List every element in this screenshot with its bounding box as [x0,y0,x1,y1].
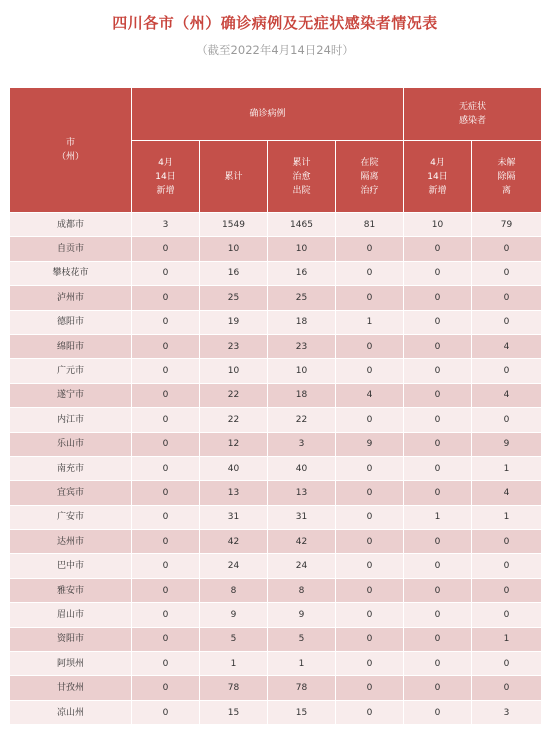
cell-asymptomatic-new: 0 [404,652,472,676]
cell-confirmed-new: 3 [132,213,200,237]
cell-asymptomatic-new: 0 [404,408,472,432]
cell-asymptomatic-new: 0 [404,432,472,456]
cell-in-hospital: 0 [336,578,404,602]
header-line: 隔离 [360,171,379,182]
cell-city-name: 资阳市 [10,627,132,651]
cell-in-hospital: 0 [336,456,404,480]
cell-discharged: 18 [268,310,336,334]
cell-asymptomatic-new: 0 [404,676,472,700]
cell-in-hospital: 0 [336,676,404,700]
cell-under-isolation: 1 [472,627,542,651]
cell-under-isolation: 0 [472,408,542,432]
table-row [10,359,542,383]
table-row [10,286,542,310]
cell-confirmed-total: 23 [200,334,268,358]
cell-in-hospital: 0 [336,627,404,651]
table-header [10,88,542,213]
cell-confirmed-total: 15 [200,700,268,724]
cell-confirmed-new: 0 [132,383,200,407]
table-row [10,530,542,554]
cell-discharged: 9 [268,603,336,627]
cell-city-name: 成都市 [10,213,132,237]
cell-in-hospital: 0 [336,505,404,529]
cell-discharged: 16 [268,261,336,285]
cell-in-hospital: 81 [336,213,404,237]
cell-asymptomatic-new: 0 [404,286,472,310]
cell-confirmed-new: 0 [132,530,200,554]
header-line: 4月 [158,157,173,168]
cell-confirmed-new: 0 [132,237,200,261]
cell-confirmed-new: 0 [132,456,200,480]
cell-asymptomatic-new: 10 [404,213,472,237]
cell-confirmed-new: 0 [132,286,200,310]
table-body [10,213,542,725]
cell-in-hospital: 0 [336,554,404,578]
cell-in-hospital: 0 [336,530,404,554]
cell-city-name: 德阳市 [10,310,132,334]
header-line: 未解 [497,157,516,168]
cell-confirmed-total: 5 [200,627,268,651]
cell-confirmed-total: 16 [200,261,268,285]
cell-under-isolation: 0 [472,652,542,676]
cell-asymptomatic-new: 0 [404,359,472,383]
cell-confirmed-total: 24 [200,554,268,578]
cell-discharged: 3 [268,432,336,456]
cell-city-name: 泸州市 [10,286,132,310]
table-row [10,261,542,285]
cell-city-name: 攀枝花市 [10,261,132,285]
table-row [10,652,542,676]
cell-under-isolation: 4 [472,383,542,407]
cell-confirmed-total: 25 [200,286,268,310]
header-asymptomatic [404,88,542,141]
cell-under-isolation: 0 [472,261,542,285]
cell-city-name: 乐山市 [10,432,132,456]
cell-city-name: 广元市 [10,359,132,383]
cell-confirmed-new: 0 [132,554,200,578]
cell-confirmed-total: 31 [200,505,268,529]
cell-confirmed-total: 10 [200,237,268,261]
cell-discharged: 22 [268,408,336,432]
page-subtitle: （截至2022年4月14日24时） [196,43,354,57]
cell-under-isolation: 1 [472,505,542,529]
header-line: 治疗 [360,185,379,196]
cell-discharged: 1 [268,652,336,676]
table-row [10,237,542,261]
cell-confirmed-new: 0 [132,603,200,627]
cell-confirmed-total: 22 [200,408,268,432]
cell-under-isolation: 0 [472,530,542,554]
table-row [10,456,542,480]
cell-city-name: 南充市 [10,456,132,480]
cell-asymptomatic-new: 0 [404,554,472,578]
cell-discharged: 5 [268,627,336,651]
cell-confirmed-total: 13 [200,481,268,505]
cell-under-isolation: 9 [472,432,542,456]
cell-asymptomatic-new: 0 [404,578,472,602]
cell-in-hospital: 0 [336,286,404,310]
cell-discharged: 10 [268,237,336,261]
cell-confirmed-new: 0 [132,652,200,676]
cell-city-name: 自贡市 [10,237,132,261]
cell-discharged: 31 [268,505,336,529]
city-case-table [9,87,542,725]
table-row [10,213,542,237]
cell-confirmed-new: 0 [132,578,200,602]
header-city-line: 市 [65,138,75,148]
cell-discharged: 25 [268,286,336,310]
cell-under-isolation: 0 [472,554,542,578]
header-line: 新增 [156,185,175,196]
cell-in-hospital: 0 [336,652,404,676]
cell-confirmed-new: 0 [132,334,200,358]
cell-asymptomatic-new: 0 [404,603,472,627]
table-row [10,627,542,651]
cell-confirmed-total: 22 [200,383,268,407]
cell-asymptomatic-new: 0 [404,481,472,505]
cell-discharged: 10 [268,359,336,383]
cell-confirmed-total: 8 [200,578,268,602]
cell-confirmed-new: 0 [132,310,200,334]
header-under-isolation [472,141,542,213]
header-line: 治愈 [292,171,311,182]
cell-discharged: 78 [268,676,336,700]
cell-confirmed-total: 78 [200,676,268,700]
cell-in-hospital: 4 [336,383,404,407]
cell-asymptomatic-new: 0 [404,310,472,334]
cell-discharged: 18 [268,383,336,407]
header-asymptomatic-line: 无症状 [459,102,487,112]
cell-under-isolation: 4 [472,481,542,505]
cell-city-name: 阿坝州 [10,652,132,676]
header-asymptomatic-new [404,141,472,213]
cell-confirmed-new: 0 [132,261,200,285]
cell-confirmed-new: 0 [132,432,200,456]
cell-asymptomatic-new: 0 [404,700,472,724]
page-title: 四川各市（州）确诊病例及无症状感染者情况表 [112,14,438,32]
cell-in-hospital: 0 [336,237,404,261]
cell-under-isolation: 0 [472,603,542,627]
cell-under-isolation: 0 [472,676,542,700]
cell-in-hospital: 0 [336,481,404,505]
table-row [10,334,542,358]
cell-city-name: 甘孜州 [10,676,132,700]
cell-in-hospital: 0 [336,261,404,285]
cell-under-isolation: 79 [472,213,542,237]
cell-in-hospital: 0 [336,359,404,383]
table-row [10,676,542,700]
header-line: 除隔 [497,171,516,182]
header-confirmed: 确诊病例 [132,88,404,141]
cell-under-isolation: 3 [472,700,542,724]
header-city [10,88,132,213]
cell-confirmed-new: 0 [132,408,200,432]
table-row [10,432,542,456]
cell-confirmed-new: 0 [132,505,200,529]
cell-asymptomatic-new: 0 [404,261,472,285]
cell-under-isolation: 0 [472,237,542,261]
header-line: 新增 [428,185,447,196]
cell-in-hospital: 0 [336,603,404,627]
cell-asymptomatic-new: 1 [404,505,472,529]
cell-asymptomatic-new: 0 [404,627,472,651]
cell-confirmed-total: 19 [200,310,268,334]
header-line: 离 [502,185,512,196]
cell-confirmed-total: 9 [200,603,268,627]
header-city-line: （州） [56,152,84,162]
table-row [10,554,542,578]
cell-city-name: 绵阳市 [10,334,132,358]
table-row [10,408,542,432]
cell-confirmed-new: 0 [132,627,200,651]
header-line: 累计 [292,157,311,168]
header-in-hospital [336,141,404,213]
header-line: 累计 [224,171,243,182]
table-row [10,383,542,407]
cell-in-hospital: 0 [336,700,404,724]
cell-discharged: 42 [268,530,336,554]
cell-in-hospital: 1 [336,310,404,334]
cell-in-hospital: 9 [336,432,404,456]
table-row [10,481,542,505]
cell-confirmed-total: 12 [200,432,268,456]
cell-discharged: 8 [268,578,336,602]
cell-asymptomatic-new: 0 [404,334,472,358]
cell-confirmed-new: 0 [132,481,200,505]
header-line: 在院 [360,157,379,168]
cell-city-name: 雅安市 [10,578,132,602]
cell-city-name: 宜宾市 [10,481,132,505]
cell-asymptomatic-new: 0 [404,237,472,261]
header-line: 出院 [292,185,311,196]
cell-confirmed-new: 0 [132,359,200,383]
header-confirmed-new [132,141,200,213]
table-row [10,505,542,529]
cell-in-hospital: 0 [336,408,404,432]
cell-city-name: 达州市 [10,530,132,554]
header-confirmed-total [200,141,268,213]
cell-under-isolation: 0 [472,578,542,602]
cell-confirmed-new: 0 [132,676,200,700]
cell-confirmed-total: 42 [200,530,268,554]
cell-discharged: 40 [268,456,336,480]
cell-discharged: 13 [268,481,336,505]
cell-in-hospital: 0 [336,334,404,358]
cell-city-name: 遂宁市 [10,383,132,407]
cell-under-isolation: 0 [472,310,542,334]
cell-confirmed-total: 1549 [200,213,268,237]
header-line: 14日 [427,171,448,182]
cell-city-name: 凉山州 [10,700,132,724]
header-line: 14日 [155,171,176,182]
table-row [10,578,542,602]
cell-asymptomatic-new: 0 [404,383,472,407]
cell-asymptomatic-new: 0 [404,530,472,554]
header-discharged [268,141,336,213]
table-row [10,700,542,724]
cell-confirmed-total: 1 [200,652,268,676]
cell-discharged: 23 [268,334,336,358]
cell-asymptomatic-new: 0 [404,456,472,480]
table-row [10,310,542,334]
cell-confirmed-new: 0 [132,700,200,724]
cell-confirmed-total: 40 [200,456,268,480]
cell-discharged: 24 [268,554,336,578]
header-line: 4月 [430,157,445,168]
cell-discharged: 1465 [268,213,336,237]
cell-city-name: 巴中市 [10,554,132,578]
cell-under-isolation: 1 [472,456,542,480]
cell-under-isolation: 4 [472,334,542,358]
cell-city-name: 广安市 [10,505,132,529]
cell-discharged: 15 [268,700,336,724]
header-asymptomatic-line: 感染者 [459,116,487,126]
table-row [10,603,542,627]
cell-under-isolation: 0 [472,359,542,383]
cell-city-name: 眉山市 [10,603,132,627]
cell-confirmed-total: 10 [200,359,268,383]
cell-city-name: 内江市 [10,408,132,432]
cell-under-isolation: 0 [472,286,542,310]
